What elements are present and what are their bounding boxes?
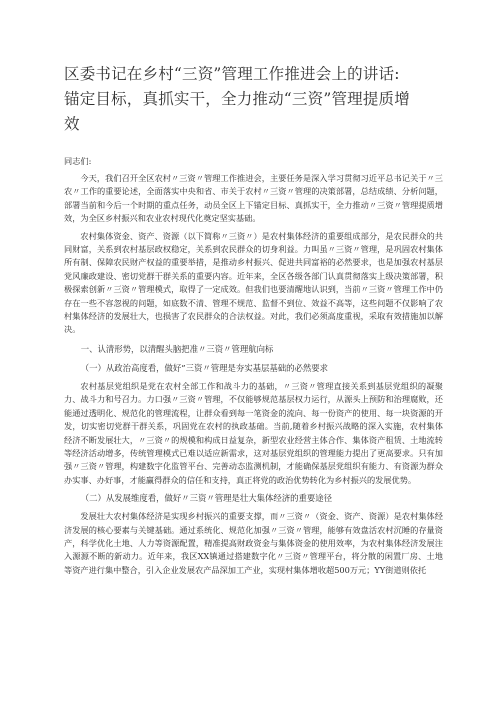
greeting: 同志们: — [64, 156, 92, 166]
title-line: 区委书记在乡村“三资”管理工作推进会上的讲话: — [64, 65, 400, 83]
intro-paragraph: 今天，我们召开全区农村〃三资〃管理工作推进会，主要任务是深入学习贯彻习近平总书记关于〃三农〃工作的重要论述，全面落实中央和省、市关于农村〃三资〃管理的决策部署，总结成绩、分析问题，部署当前和今后一个时期的重点任务，动员全区上下锚定目标、真抓实干，全力推动〃三资〃管理提质增效，为全区乡村振兴和农业农村现代化奠定坚实基础。 — [64, 173, 443, 224]
subsection-heading: （一）从政治高度看，做好”三资〃管理是夯实基层基础的必然要求 — [80, 362, 328, 373]
title-line: 锚定目标，真抓实干，全力推动“三资”管理提质增 — [64, 90, 410, 108]
subsection-paragraph: 农村基层党组织是党在农村全部工作和战斗力的基础，〃三资〃管理直接关系到基层党组织的凝聚力、战斗力和号召力。力口强〃三资〃管理，不仅能够规范基层权力运行，从源头上预防和治理腐败，还能通过透明化、规范化的管理流程，让群众看到每一笔资金的流向、每一份资产的使用、每一块资源的开发，切实密切党群干群关系，巩固党在农村的执政基础。当前,随着乡村振兴战略的深入实施，农村集体经济不断发展壮大，〃三资〃的规模和构成日益复杂，新型农业经营主体合作、集体资产租赁、土地流转等经济活动增多，传统管理模式已难以适应新需求，这对基层党组织的管理能力提出了更高要求。只有加强〃三资〃管理，构建数字化监管平台、完善动态监测机制，才能确保基层党组织有能力、有资源为群众办实事、办好事，才能赢得群众的信任和支持，真正将党的政治优势转化为乡村振兴的发展优势。 — [64, 380, 443, 485]
document-title — [64, 62, 443, 137]
subsection-paragraph: 发展壮大农村集体经济是实现乡村振兴的重要支撑，而〃三资〃（资金、资产、资源）是农村集体经济发展的核心要素与关键基础。通过系统化、规范化加强〃三资〃管理，能够有效盘活农村沉睡的存量资产，科学优化土地、人力等资源配置，精准提高财政资金与集体资金的使用效率，为农村集体经济发展注入源源不断的新动力。近年来，我区XX镇通过搭建数字化〃三资〃管理平台，将分散的闲置厂房、土地等资产进行集中整合，引入企业发展农产品深加工产业，实现村集体增收超500万元；YY街道则依托 — [64, 511, 443, 575]
background-paragraph: 农村集体资金、资产、资源（以下简称〃三资〃）是农村集体经济的重要组成部分，是农民群众的共同财富，关系到农村基层政权稳定，关系到农民群众的切身利益。力叫虽〃三资〃管理，是巩固农村集体所有制、保障农民财产权益的重要举措，是推动乡村振兴、促进共同富裕的必然要求，也是加强农村基层党风廉政建设、密切党群干群关系的重要内容。近年来，全区各级各部门认真贯彻落实上级决策部署，积极探索创新〃三资〃管理模式，取得了一定成效。但我们也要清醒地认识到，当前〃三资〃管理工作中仍存在一些不容忽视的问题，如底数不清、管理不规范、监督不到位、效益不高等，这些问题不仅影响了农村集体经济的发展壮大，也损害了农民群众的合法权益。对此，我们必须高度重视，采取有效措施加以解决。 — [64, 230, 443, 335]
title-line: 效 — [64, 115, 80, 133]
subsection-heading: （二）从发展维度看，做好〃三资〃管理是壮大集体经济的重要途径 — [80, 493, 333, 504]
section-heading: 一、认清形势，以清醒头脑把准〃三资〃管理航向标 — [80, 343, 274, 354]
